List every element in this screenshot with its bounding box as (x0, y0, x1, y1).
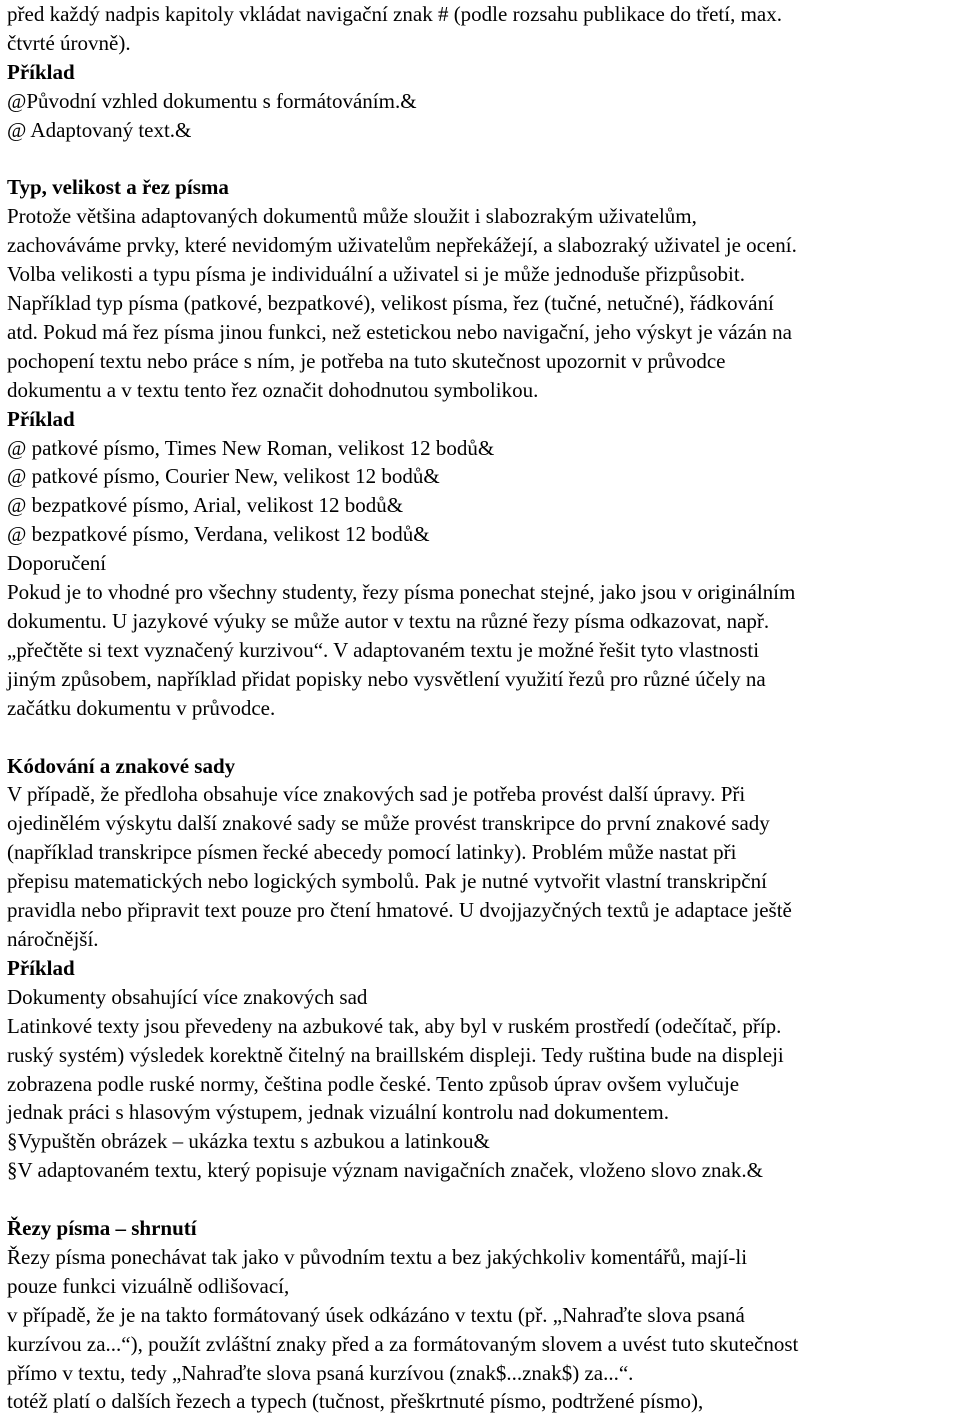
intro-line-2: čtvrté úrovně). (7, 30, 131, 55)
paragraph-line: Například typ písma (patkové, bezpatkové), velikost písma, řez (tučné, netučné), řádkování (7, 291, 774, 316)
paragraph-line: (například transkripce písmen řecké abecedy pomocí latinky). Problém může nastat při (7, 840, 737, 865)
example-subtitle: Dokumenty obsahující více znakových sad (7, 984, 368, 1009)
intro-block (7, 0, 952, 145)
paragraph-line: V případě, že předloha obsahuje více znakových sad je potřeba provést další úpravy. Při (7, 782, 746, 807)
paragraph-line: Volba velikosti a typu písma je individuální a uživatel si je může jednoduše přizpůsobit. (7, 262, 745, 287)
section-font (7, 173, 952, 722)
example-line: @ patkové písmo, Courier New, velikost 12 bodů& (7, 464, 440, 489)
paragraph-line: zobrazena podle ruské normy, čeština podle české. Tento způsob úprav ovšem vylučuje (7, 1071, 740, 1096)
paragraph-line: přepisu matematických nebo logických symbolů. Pak je nutné vytvořit vlastní transkripční (7, 869, 767, 894)
note-line: §V adaptovaném textu, který popisuje význam navigačních značek, vloženo slovo znak.& (7, 1158, 763, 1183)
spacer (7, 145, 952, 174)
paragraph-line: Protože většina adaptovaných dokumentů může sloužit i slabozrakým uživatelům, (7, 204, 697, 229)
recommendation-label: Doporučení (7, 551, 107, 576)
section-summary (7, 1214, 952, 1416)
spacer (7, 723, 952, 752)
example-line-adapted: @ Adaptovaný text.& (7, 117, 192, 142)
summary-line: totéž platí o dalších řezech a typech (tučnost, přeškrtnuté písmo, podtržené písmo), (7, 1389, 704, 1414)
paragraph-line: zachováváme prvky, které nevidomým uživatelům nepřekážejí, a slabozraký uživatel je ocení. (7, 233, 797, 258)
spacer (7, 1185, 952, 1214)
summary-line: přímo v textu, tedy „Nahraďte slova psaná kurzívou (znak$...znak$) za...“. (7, 1360, 634, 1385)
example-label: Příklad (7, 59, 75, 84)
paragraph-line: začátku dokumentu v průvodce. (7, 695, 276, 720)
example-label: Příklad (7, 406, 75, 431)
paragraph-line: Pokud je to vhodné pro všechny studenty, řezy písma ponechat stejné, jako jsou v originálním (7, 580, 796, 605)
intro-line-1: před každý nadpis kapitoly vkládat navigační znak # (podle rozsahu publikace do třetí, max. (7, 2, 783, 26)
paragraph-line: dokumentu. U jazykové výuky se může autor v textu na různé řezy písma odkazovat, např. (7, 609, 770, 634)
paragraph-line: ruský systém) výsledek korektně čitelný na braillském displeji. Tedy ruština bude na displeji (7, 1042, 784, 1067)
paragraph-line: ojedinělém výskytu další znakové sady se může provést transkripce do první znakové sady (7, 811, 770, 836)
note-line: §Vypuštěn obrázek – ukázka textu s azbukou a latinkou& (7, 1129, 490, 1154)
paragraph-line: pravidla nebo připravit text pouze pro čtení hmatové. U dvojjazyčných textů je adaptace ještě (7, 898, 792, 923)
section-heading-encoding: Kódování a znakové sady (7, 753, 236, 778)
paragraph-line: jednak práci s hlasovým výstupem, jednak vizuální kontrolu nad dokumentem. (7, 1100, 669, 1125)
example-line: @ bezpatkové písmo, Verdana, velikost 12 bodů& (7, 522, 430, 547)
summary-line: Řezy písma ponechávat tak jako v původním textu a bez jakýchkoliv komentářů, mají-li (7, 1244, 748, 1269)
example-line-original: @Původní vzhled dokumentu s formátováním.& (7, 88, 417, 113)
summary-line: kurzívou za...“), použít zvláštní znaky před a za formátovaným slovem a uvést tuto skutečnost (7, 1331, 799, 1356)
example-line: @ bezpatkové písmo, Arial, velikost 12 bodů& (7, 493, 404, 518)
summary-line: pouze funkci vizuálně odlišovací, (7, 1273, 290, 1298)
section-heading-font: Typ, velikost a řez písma (7, 175, 229, 200)
paragraph-line: atd. Pokud má řez písma jinou funkci, než estetickou nebo navigační, jeho výskyt je vázán na (7, 319, 792, 344)
example-line: @ patkové písmo, Times New Roman, velikost 12 bodů& (7, 435, 495, 460)
example-label: Příklad (7, 955, 75, 980)
section-encoding (7, 752, 952, 1186)
paragraph-line: náročnější. (7, 926, 99, 951)
paragraph-line: Latinkové texty jsou převedeny na azbukové tak, aby byl v ruském prostředí (odečítač, příp. (7, 1013, 782, 1038)
paragraph-line: jiným způsobem, například přidat popisky nebo vysvětlení využití řezů pro různé účely na (7, 666, 766, 691)
paragraph-line: „přečtěte si text vyznačený kurzivou“. V adaptovaném textu je možné řešit tyto vlastnosti (7, 637, 760, 662)
summary-line: v případě, že je na takto formátovaný úsek odkázáno v textu (př. „Nahraďte slova psaná (7, 1302, 745, 1327)
section-heading-summary: Řezy písma – shrnutí (7, 1216, 197, 1241)
paragraph-line: pochopení textu nebo práce s ním, je potřeba na tuto skutečnost upozornit v průvodce (7, 348, 726, 373)
paragraph-line: dokumentu a v textu tento řez označit dohodnutou symbolikou. (7, 377, 539, 402)
